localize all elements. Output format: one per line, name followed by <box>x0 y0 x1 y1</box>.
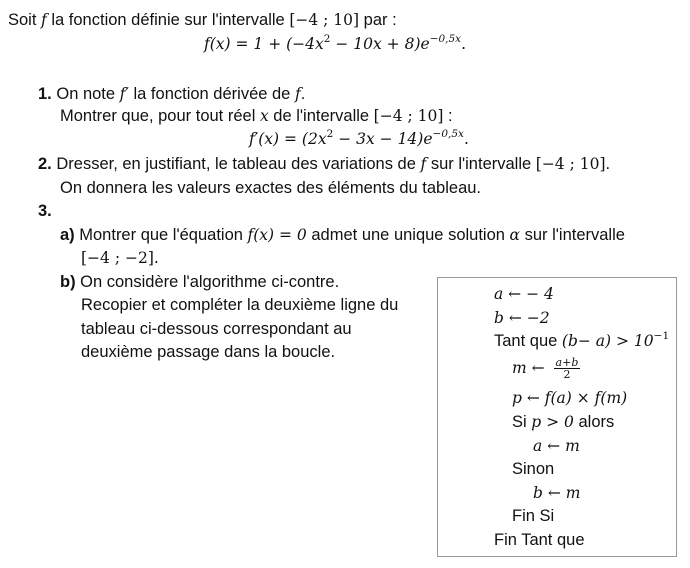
keyword: Si <box>512 413 532 431</box>
formula-part: f′(x) = (2x <box>249 130 327 148</box>
formula-exponent: −0,5x <box>429 33 462 45</box>
algo-endwhile: Fin Tant que <box>494 531 585 549</box>
question-text: sur l'intervalle <box>426 155 536 173</box>
intro-text: par : <box>359 11 397 29</box>
question-3b-line2: Recopier et compléter la deuxième ligne du <box>81 296 399 314</box>
question-text: sur l'intervalle <box>520 226 625 244</box>
question-3-number <box>38 201 52 221</box>
question-text: Montrer que, pour tout réel <box>60 107 260 125</box>
question-text: la fonction dérivée de <box>128 85 295 103</box>
formula-exponent: 2 <box>323 33 331 45</box>
derivative-formula <box>249 129 469 149</box>
algo-b-init: b ← −2 <box>494 309 550 327</box>
question-text: . <box>300 85 306 103</box>
fraction <box>554 357 581 380</box>
formula-exponent: −0,5x <box>432 128 464 140</box>
interval: [−4 ; 10] <box>289 11 360 29</box>
formula-part: f(x) = 1 + (−4x <box>204 35 324 53</box>
algo-b-assign: b ← m <box>533 484 581 502</box>
subquestion-label: a) <box>60 226 75 244</box>
question-3a-interval: [−4 ; −2]. <box>81 249 159 267</box>
question-number: 2. <box>38 155 52 173</box>
condition: (b− a) > 10 <box>561 332 654 350</box>
algo-else: Sinon <box>512 460 555 478</box>
question-text: On considère l'algorithme ci-contre. <box>75 273 340 291</box>
question-text: : <box>443 107 453 125</box>
interval: [−4 ; 10] <box>373 107 444 125</box>
fraction-denominator: 2 <box>563 368 571 382</box>
interval: [−4 ; 10] <box>535 155 606 173</box>
equation: f(x) = 0 <box>247 226 307 244</box>
question-text: On note <box>56 85 120 103</box>
function-symbol: f <box>420 155 427 173</box>
assignment: m ← <box>512 359 550 377</box>
formula-part: − 3x − 14)e <box>333 130 433 148</box>
variable: x <box>259 107 269 125</box>
algo-p-assign: p ← f(a) × f(m) <box>512 389 628 407</box>
keyword: alors <box>573 413 615 431</box>
question-text: admet une unique solution <box>306 226 510 244</box>
alpha-symbol: α <box>509 226 520 244</box>
question-number: 1. <box>38 85 52 103</box>
formula-part: − 10x + 8)e <box>330 35 430 53</box>
formula-exponent: 2 <box>326 128 334 140</box>
question-2-line2: On donnera les valeurs exactes des éléments du tableau. <box>60 179 482 197</box>
algo-endif: Fin Si <box>512 507 555 525</box>
subquestion-label: b) <box>60 273 76 291</box>
function-symbol: f <box>294 85 301 103</box>
function-formula <box>204 34 466 54</box>
exponent: −1 <box>653 330 670 342</box>
function-symbol: f <box>41 11 47 29</box>
algo-a-assign: a ← m <box>533 437 580 455</box>
fraction-numerator: a+b <box>555 356 579 370</box>
algo-while <box>494 331 669 351</box>
condition: p > 0 <box>531 413 574 431</box>
question-1-line1 <box>38 84 305 104</box>
question-number: 3. <box>38 202 52 220</box>
algo-if <box>512 412 614 432</box>
question-text: . <box>605 155 611 173</box>
keyword: Tant que <box>494 332 562 350</box>
algo-a-init: a ← − 4 <box>494 285 554 303</box>
intro-text: la fonction définie sur l'intervalle <box>46 11 290 29</box>
intro-text: Soit <box>8 11 42 29</box>
question-3b-line3: tableau ci-dessous correspondant au <box>81 320 352 338</box>
question-text: Dresser, en justifiant, le tableau des variations de <box>56 155 421 173</box>
formula-part: . <box>463 130 469 148</box>
question-3b-line1 <box>60 272 339 292</box>
intro-line <box>8 10 397 30</box>
derivative-symbol: f′ <box>119 85 129 103</box>
question-2-line1 <box>38 154 610 174</box>
algo-m-assign <box>512 356 580 380</box>
question-text: de l'intervalle <box>268 107 374 125</box>
question-3a-line1 <box>60 225 625 245</box>
question-text: Montrer que l'équation <box>74 226 248 244</box>
question-3b-line4: deuxième passage dans la boucle. <box>81 343 336 361</box>
formula-part: . <box>461 35 467 53</box>
question-1-line2 <box>60 106 453 126</box>
